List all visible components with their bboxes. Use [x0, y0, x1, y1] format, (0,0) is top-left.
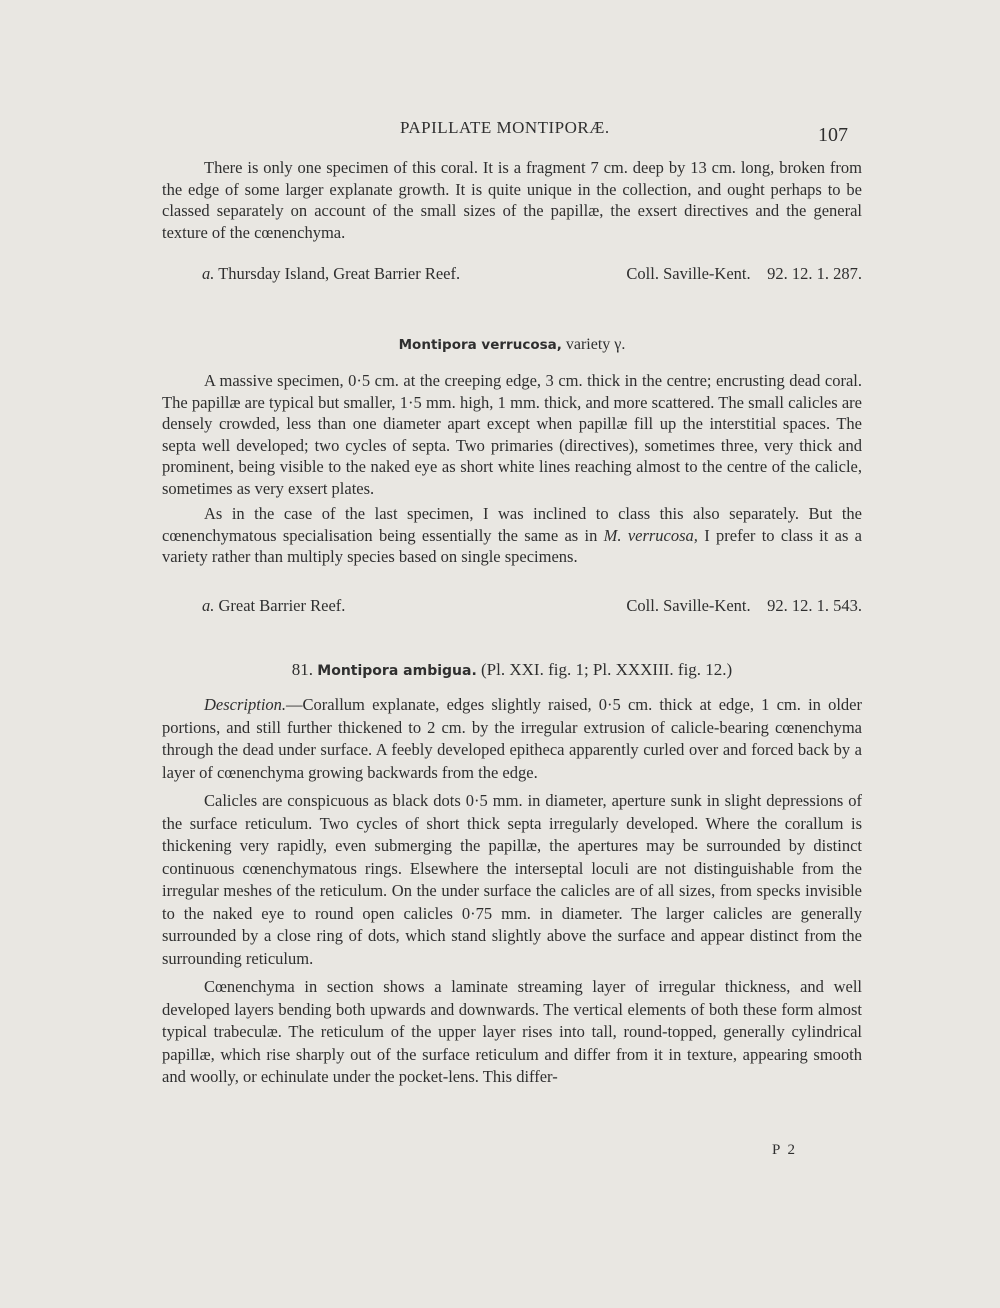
species-name: Montipora verrucosa, [398, 337, 562, 353]
intro-block [162, 157, 862, 243]
entry-locality: Thursday Island, Great Barrier Reef. [218, 264, 461, 283]
entry-collection-name: Coll. Saville-Kent. [626, 264, 751, 283]
entry-register-number: 92. 12. 1. 543. [767, 596, 862, 615]
running-head: PAPILLATE MONTIPORÆ. [400, 118, 610, 137]
entry-collection-name: Coll. Saville-Kent. [626, 596, 751, 615]
variety-paragraph-2-text-end: I prefer to class it as a variety rather than multiply species based on single specimens. [162, 525, 863, 566]
entry-letter: a. [202, 264, 215, 283]
entry-locality: Great Barrier Reef. [218, 596, 346, 615]
specimen-entry-2 [202, 596, 862, 616]
description-text: —Corallum explanate, edges slightly raised, 0·5 cm. thick at edge, 1 cm. in older portions, and still further thickened to 2 cm. by the irregular extrusion of calicle-bearing cœnenchyma through the dead under surface. A feebly developed epitheca apparently curled over and forced back by a layer of cœnenchyma growing backwards from the edge. [162, 695, 862, 782]
variety-paragraph-1: A massive specimen, 0·5 cm. at the creeping edge, 3 cm. thick in the centre; encrusting dead coral. The papillæ are typical but smaller, 1·5 mm. high, 1 mm. thick, and more scattered. The small calicles are densely crowded, less than one diameter apart except when papillæ fill up the interstitial spaces. The septa well developed; two cycles of septa. Two primaries (directives), sometimes three, very thick and prominent, being visible to the naked eye as short white lines reaching almost to the centre of the calicle, sometimes as very exsert plates. [162, 371, 862, 498]
entry-register-number: 92. 12. 1. 287. [767, 264, 862, 283]
coenenchyma-paragraph: Cœnenchyma in section shows a laminate streaming layer of irregular thickness, and well developed layers bending both upwards and downwards. The vertical elements of both these form almost typical trabeculæ. The reticulum of the upper layer rises into tall, round-topped, generally cylindrical papillæ, which rise sharply out of the surface reticulum and differ from it in texture, appearing smooth and woolly, or echinulate under the pocket-lens. This differ- [162, 977, 862, 1086]
entry-collection [626, 596, 862, 616]
entry-collection [626, 264, 862, 284]
signature-mark: P 2 [772, 1142, 798, 1158]
description-paragraph [162, 694, 862, 784]
description-label: Description. [204, 695, 287, 714]
entry-letter: a. [202, 596, 215, 615]
species-number: 81. [291, 660, 314, 679]
species-name: Montipora ambigua. [317, 663, 477, 679]
page-number: 107 [818, 124, 848, 146]
species-block [162, 694, 862, 1089]
calicles-paragraph: Calicles are conspicuous as black dots 0·5 mm. in diameter, aperture sunk in slight depressions of the surface reticulum. Two cycles of short thick septa irregularly developed. Where the corallum is thickening very rapidly, even submerging the papillæ, the apertures may be surrounded by distinct continuous cœnenchymatous rings. Elsewhere the interseptal loculi are not distinguishable from the irregular meshes of the reticulum. On the under surface the calicles are of all sizes, from specks invisible to the naked eye to round open calicles 0·75 mm. in diameter. The larger calicles are generally surrounded by a close ring of dots, which stand slightly above the surface and appear distinct from the surrounding reticulum. [162, 791, 862, 968]
section-heading-variety [162, 336, 862, 354]
variety-block [162, 370, 862, 568]
intro-paragraph: There is only one specimen of this coral. It is a fragment 7 cm. deep by 13 cm. long, broken from the edge of some larger explanate growth. It is quite unique in the collection, and ought perhaps to be classed separately on account of the small sizes of the papillæ, the exsert directives and the general texture of the cœnenchyma. [162, 158, 862, 242]
variety-paragraph-2-text: As in the case of the last specimen, I was inclined to class this also separately. But the cœnenchymatous specialisation being essentially the same as in [162, 504, 862, 545]
species-italic-name: M. verrucosa, [603, 525, 698, 545]
variety-paragraph-2 [162, 503, 862, 568]
section-heading-species [162, 660, 862, 680]
variety-label: variety γ. [565, 336, 626, 353]
plate-references: (Pl. XXI. fig. 1; Pl. XXXIII. fig. 12.) [481, 660, 733, 679]
specimen-entry-1 [202, 264, 862, 284]
